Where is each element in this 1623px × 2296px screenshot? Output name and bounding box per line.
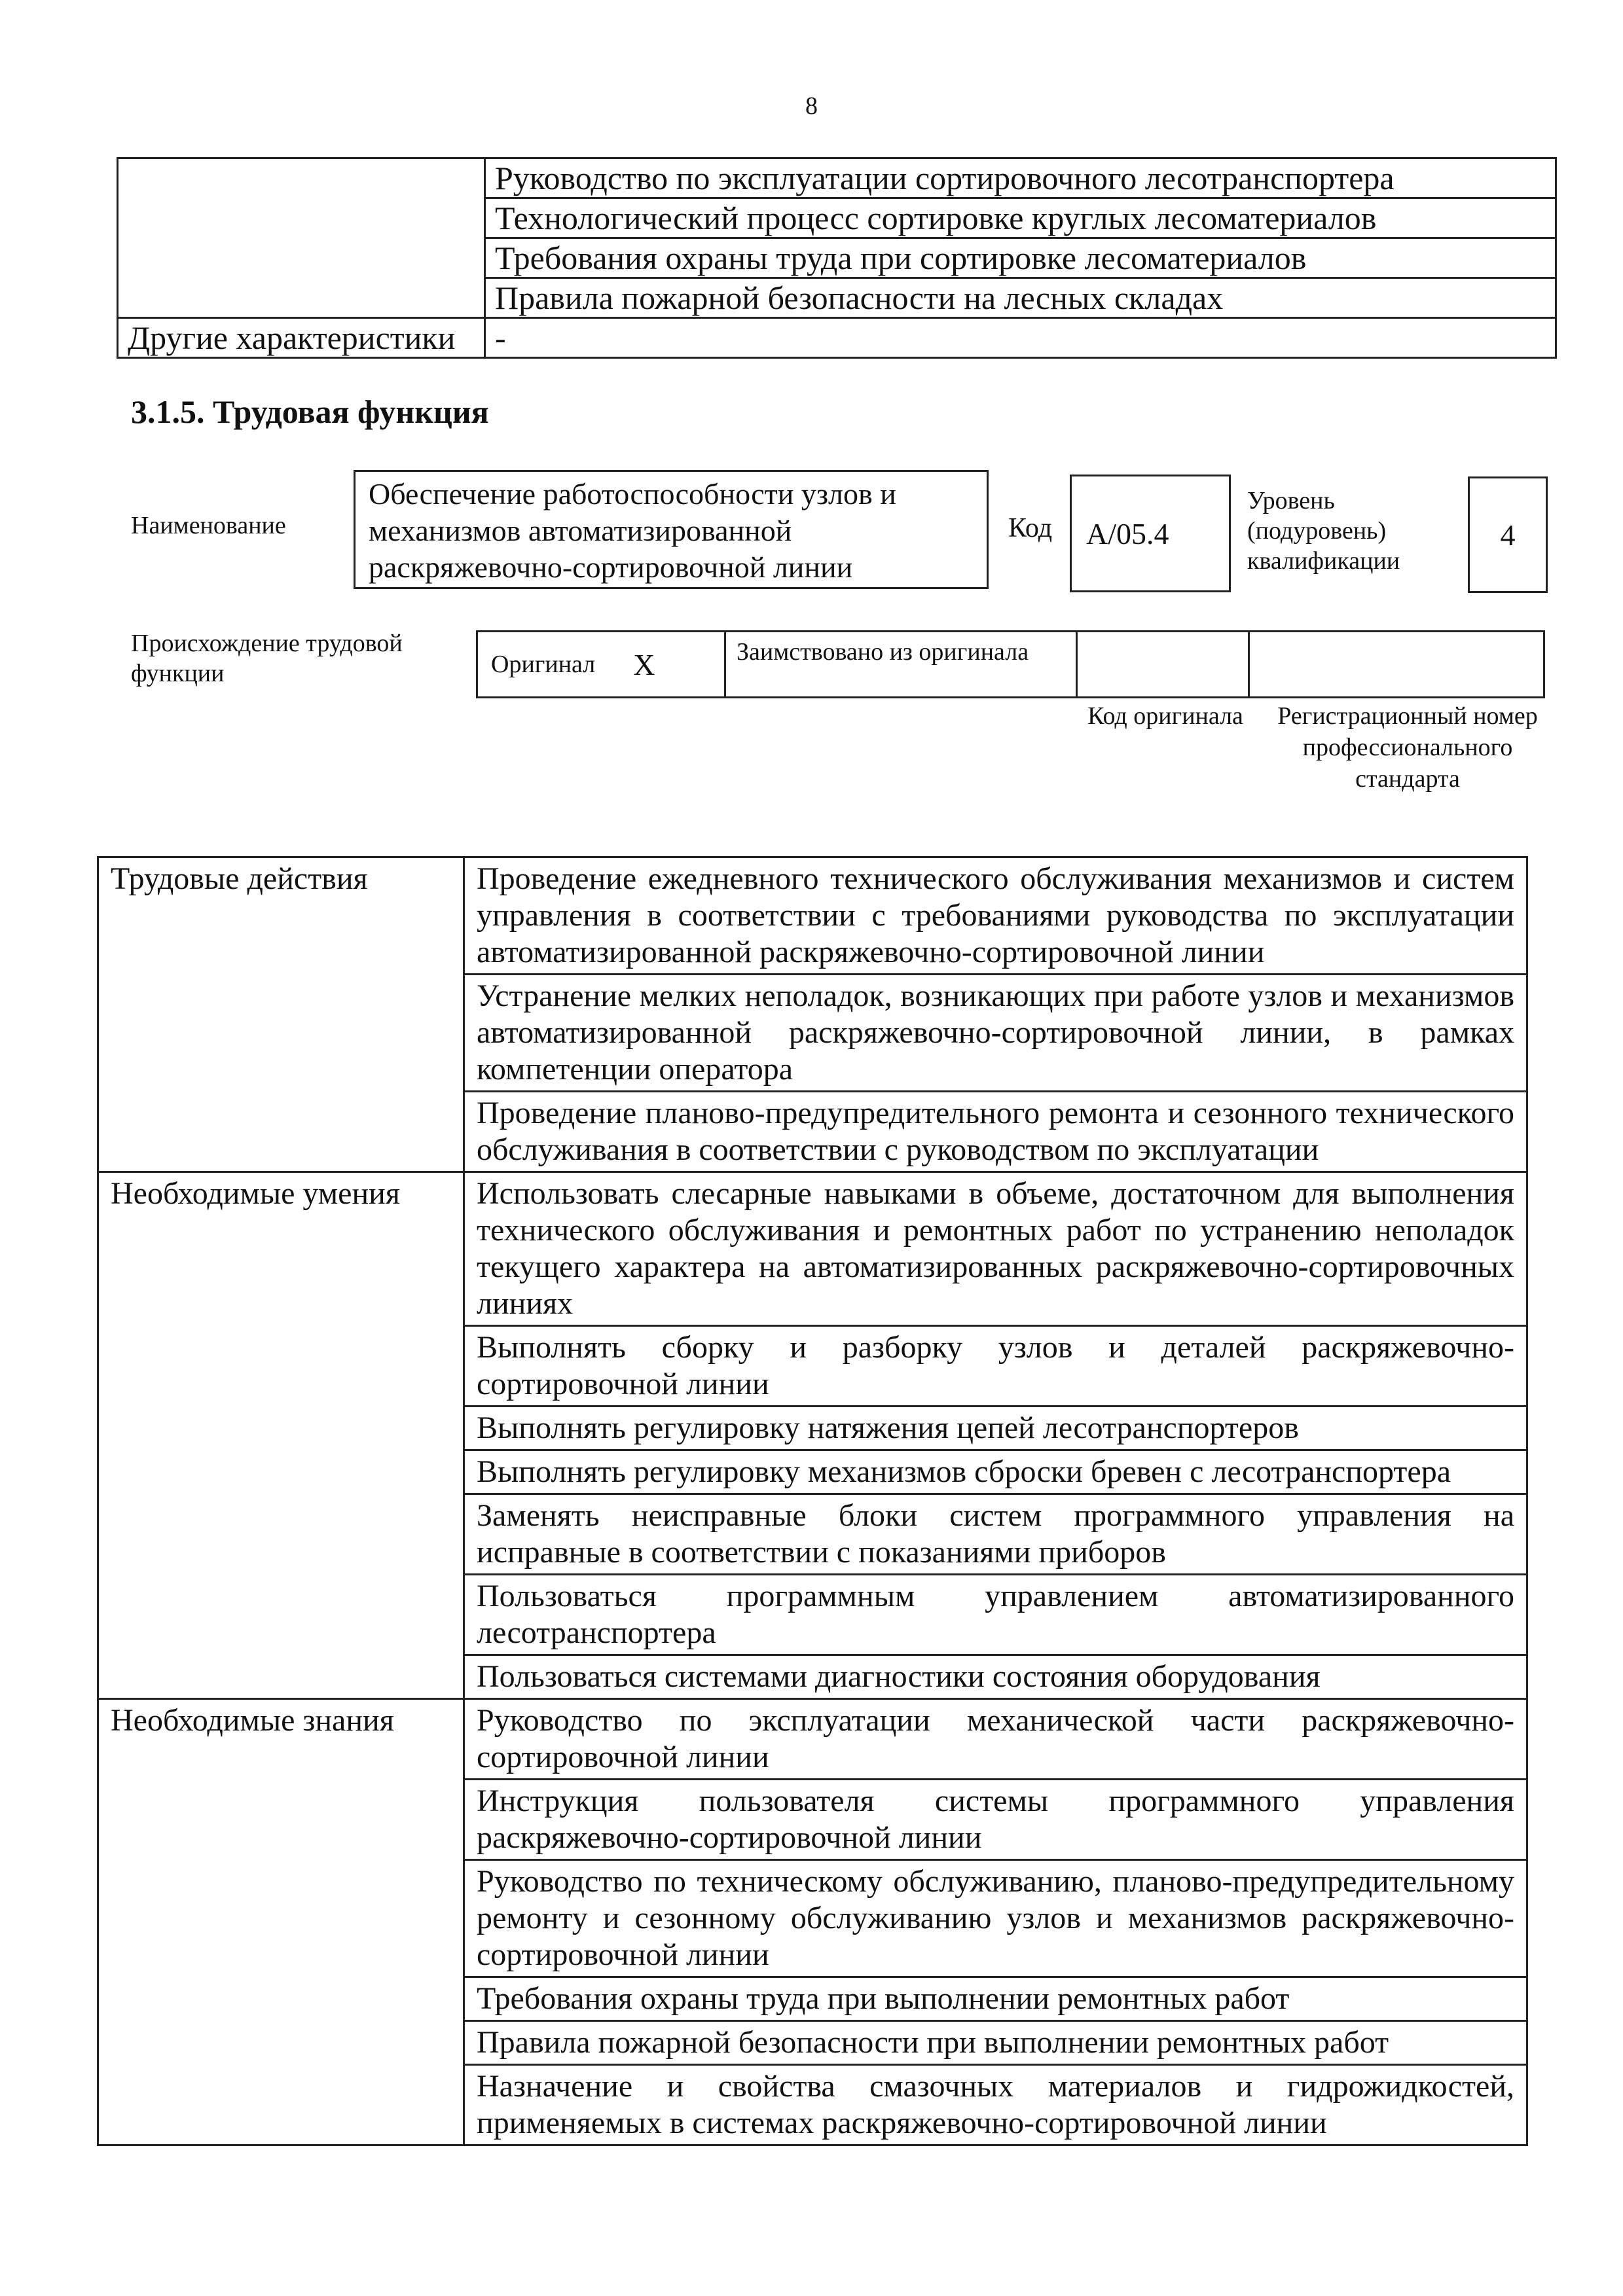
table-row xyxy=(118,318,1556,358)
table-cell: Устранение мелких неполадок, возникающих при работе узлов и механизмов автоматизированной раскряжевочно-сортировочной линии, в рамках компетенции оператора xyxy=(464,975,1527,1092)
table-cell: Требования охраны труда при выполнении ремонтных работ xyxy=(464,1977,1527,2021)
table-row xyxy=(98,857,1527,975)
table-row xyxy=(118,158,1556,198)
table-cell: Руководство по эксплуатации механической части раскряжевочно-сортировочной линии xyxy=(464,1699,1527,1780)
table-cell: Проведение планово-предупредительного ремонта и сезонного технического обслуживания в соответствии с руководством по эксплуатации xyxy=(464,1092,1527,1172)
table-cell: Правила пожарной безопасности на лесных складах xyxy=(485,278,1556,318)
labor-function-table xyxy=(97,856,1528,2146)
table-cell: Требования охраны труда при сортировке лесоматериалов xyxy=(485,238,1556,278)
origin-label: Происхождение трудовой функции xyxy=(131,630,403,687)
table-cell: Использовать слесарные навыками в объеме, достаточном для выполнения технического обслуживания и ремонтных работ по устранению неполадок текущего характера на автоматизированных раскряжевочно-сортировочных линиях xyxy=(464,1172,1527,1326)
table-cell: Инструкция пользователя системы программного управления раскряжевочно-сортировочной линии xyxy=(464,1780,1527,1860)
section-title: 3.1.5. Трудовая функция xyxy=(131,393,489,430)
table-cell: Заменять неисправные блоки систем программного управления на исправные в соответствии с показаниями приборов xyxy=(464,1494,1527,1575)
table-cell: Руководство по эксплуатации сортировочного лесотранспортера xyxy=(485,158,1556,198)
code-label: Код xyxy=(1008,513,1053,543)
group-label-required-skills: Необходимые умения xyxy=(98,1172,464,1699)
table-cell: Выполнять регулировку натяжения цепей лесотранспортеров xyxy=(464,1407,1527,1450)
qualification-level-label: Уровень (подуровень) квалификации xyxy=(1247,487,1400,575)
table-cell: Проведение ежедневного технического обслуживания механизмов и систем управления в соответствии с требованиями руководства по эксплуатации автоматизированной раскряжевочно-сортировочной линии xyxy=(464,857,1527,975)
borrowed-cell: Заимствовано из оригинала xyxy=(724,630,1078,698)
registration-number-cell xyxy=(1248,630,1545,698)
qualification-level-box: 4 xyxy=(1468,476,1548,593)
empty-label-cell xyxy=(118,158,485,318)
original-mark: X xyxy=(633,647,655,681)
original-cell xyxy=(476,630,726,698)
group-label-labor-actions: Трудовые действия xyxy=(98,857,464,1172)
origin-table xyxy=(478,630,1549,698)
function-name-box: Обеспечение работоспособности узлов и механизмов автоматизированной раскряжевочно-сортировочной линии xyxy=(354,470,989,589)
table-cell: Назначение и свойства смазочных материалов и гидрожидкостей, применяемых в системах раскряжевочно-сортировочной линии xyxy=(464,2065,1527,2145)
original-code-caption: Код оригинала xyxy=(1087,702,1243,730)
table-cell: Выполнять регулировку механизмов сброски бревен с лесотранспортера xyxy=(464,1450,1527,1494)
table-cell: Выполнять сборку и разборку узлов и деталей раскряжевочно-сортировочной линии xyxy=(464,1326,1527,1407)
original-label: Оригинал xyxy=(491,651,596,678)
page-number: 8 xyxy=(805,92,818,120)
table-row xyxy=(98,1172,1527,1326)
table-cell: Технологический процесс сортировке круглых лесоматериалов xyxy=(485,198,1556,238)
other-characteristics-label: Другие характеристики xyxy=(118,318,485,358)
table-cell: Правила пожарной безопасности при выполнении ремонтных работ xyxy=(464,2021,1527,2065)
table-row xyxy=(98,1699,1527,1780)
continuation-table xyxy=(117,157,1557,359)
code-value-box: А/05.4 xyxy=(1070,475,1231,592)
table-cell: Руководство по техническому обслуживанию, планово-предупредительному ремонту и сезонному обслуживанию узлов и механизмов раскряжевочно-сортировочной линии xyxy=(464,1860,1527,1977)
name-label: Наименование xyxy=(131,512,286,539)
registration-number-caption: Регистрационный номер профессионального стандарта xyxy=(1277,702,1538,793)
original-code-cell xyxy=(1076,630,1250,698)
table-cell: Пользоваться программным управлением автоматизированного лесотранспортера xyxy=(464,1575,1527,1655)
group-label-required-knowledge: Необходимые знания xyxy=(98,1699,464,2145)
table-cell: Пользоваться системами диагностики состояния оборудования xyxy=(464,1655,1527,1699)
other-characteristics-value: - xyxy=(485,318,1556,358)
